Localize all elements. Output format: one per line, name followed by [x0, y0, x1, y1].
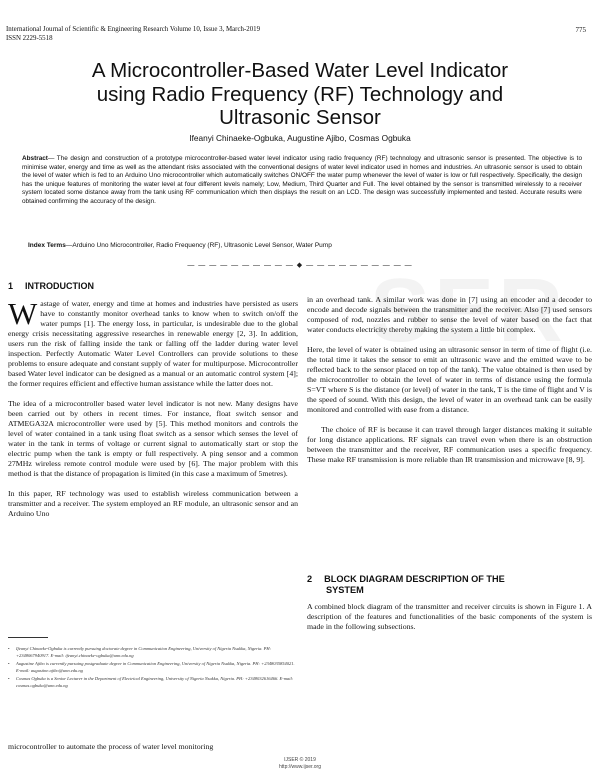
footnote-item: • Augustine Ajibo is currently pursuing postgraduate degree in Communication Engineering, University of Nigeria Nsukka, Nigeria. PH: +2348035854021. E-mail: augustine.ajibo@unn.edu.ng — [8, 661, 298, 674]
abstract-text: — The design and construction of a prototype microcontroller-based water level indicator using radio frequency (RF) technology and ultrasonic sensor is presented. The objective is to minimise water, energy and time as well as the attendant risks associated with the conventional designs of water level indicator used in homes and industries. An ultrasonic sensor is used to obtain the level of water which is fed to an Arduino Uno microcontroller which automatically switches ON/OFF the water pump whenever the level of water is low or full respectively. Specifically, the design has the unique features of monitoring the water level at four different levels namely; Low, Medium, Third Quarter and Full. The level obtained by the sensor is transmitted wirelessly to a receiver system located some distance away from the tank using RF communication which then displays the result on an LCD. The design was successfully implemented and tested. Accurate results were obtained confirming the accuracy of the design. — [22, 155, 582, 205]
copyright: IJSER © 2019 — [284, 757, 316, 763]
section-2-paragraph: A combined block diagram of the transmitter and receiver circuits is shown in Figure 1. A description of the features and functionalities of the basic components of the system is made in the following subsections. — [307, 602, 592, 631]
dropcap: W — [8, 296, 38, 331]
journal-name: International Journal of Scientific & Engineering Research Volume 10, Issue 3, March-2019 — [6, 26, 261, 33]
page-footer — [0, 757, 600, 770]
intro-paragraph-4: in an overhead tank. A similar work was done in [7] using an encoder and a decoder to encode and decode signals between the transmitter and the receiver. Also [7] used sensors composed of rod, nozzles and rubber to sense the level of water based on the fact that water conducts electricity thereby making the system a little bit complex. — [307, 295, 592, 334]
footnote-item: • Cosmas Ogbuka is a Senior Lecturer in the Department of Electrical Engineering, University of Nigeria Nsukka, Nigeria. PH: +2348032616466. E-mail: cosmas.ogbuka@unn.edu.ng — [8, 676, 298, 689]
intro-paragraph-3: In this paper, RF technology was used to establish wireless communication between a transmitter and a receiver. The system employed an RF module, an ultrasonic sensor and an Arduino Uno — [8, 489, 298, 518]
issn: ISSN 2229-5518 — [6, 34, 53, 42]
index-terms-text: —Arduino Uno Microcontroller, Radio Frequency (RF), Ultrasonic Level Sensor, Water Pump — [65, 242, 332, 249]
left-column — [8, 281, 298, 529]
abstract — [22, 155, 582, 207]
right-column — [307, 295, 592, 475]
section-1-heading: 1 INTRODUCTION — [8, 281, 95, 291]
abstract-label: Abstract — [22, 155, 48, 162]
intro-paragraph-2: The idea of a microcontroller based water level indicator is not new. Many designs have been carried out by others in recent times. For instance, float switch sensor and ATMEGA32A microcontroller were used by [5]. This method monitors and controls the level of water contained in a tank using float switch as a sensor which senses the level of water in the tank in terms of voltage or current signal to automatically start or stop the electric pump when the tank is empty or full respectively. A ping sensor and a common 27MHz wireless remote control module were used by [6]. The major problem with this method is that the distance of propagation is limited (in this case a maximum of 5metres). — [8, 399, 298, 478]
intro-paragraph-1: Wastage of water, energy and time at homes and industries have persisted as users have to constantly monitor overhead tanks to know when to switch on/off the water pumps [1]. The energy loss, in particular, is undesirable due to the global energy crisis necessitating aggressive researches in renewable energy [2, 3]. In addition, users run the risk of falling inside the tank or falling off the ladder during water level inspection. Perfectly Automatic Water Level Controllers can provide solutions to these problems to ensure adequate and constant supply of water for multipurpose. Microcontroller based Water level indicator can be designed as a manual or an automatic control system [4]; the former requires efficient and effective human assistance while the latter does not. — [8, 296, 298, 388]
paper-title: A Microcontroller-Based Water Level Indicator using Radio Frequency (RF) Technology and Ultrasonic Sensor — [91, 59, 509, 129]
authors: Ifeanyi Chinaeke-Ogbuka, Augustine Ajibo, Cosmas Ogbuka — [189, 133, 411, 143]
intro-paragraph-5: Here, the level of water is obtained using an ultrasonic sensor in term of time of flight (i.e. the total time it takes the sensor to emit an ultrasonic wave and the emitted wave to be reflected back to the sensor placed on top of the tank). The value obtained is then used by the microcontroller to obtain the level of water in terms of distance using the formula S=VT where S is the distance (or level) of water in the tank, T is the time of flight and V is the speed of sound. With this design, the level of water in an overhead tank can be easily monitored and controlled with ease from a distance. — [307, 345, 592, 414]
index-terms — [28, 242, 588, 249]
footnote-rule — [8, 637, 48, 638]
section-divider: — — — — — — — — — — ◆ — — — — — — — — — — — [187, 262, 413, 269]
footnote-item: • Ifeanyi Chinaeke-Ogbuka is currently pursuing doctorate degree in Communication Engineering, University of Nigeria Nsukka, Nigeria. PH: +2348067940917. E-mail: ifeanyi.chinaeke-ogbuka@unn.edu.ng — [8, 646, 298, 659]
footnotes — [8, 646, 298, 691]
section-2-heading: 2 BLOCK DIAGRAM DESCRIPTION OF THE SYSTEM — [307, 574, 505, 595]
journal-header — [6, 26, 260, 43]
intro-paragraph-6: The choice of RF is because it can travel through larger distances making it suitable for long distance applications. RF signals can travel even when there is an obstruction between the transmitter and the receiver, RF communication uses a specific frequency. These make RF transmission is more reliable than IR transmission and microwave [8, 9]. — [307, 425, 592, 464]
intro-paragraph-3-continued: microcontroller to automate the process of water level monitoring — [8, 742, 214, 751]
journal-url[interactable]: http://www.ijser.org — [279, 763, 321, 770]
index-terms-label: Index Terms — [28, 242, 66, 249]
page-number: 775 — [575, 26, 586, 34]
